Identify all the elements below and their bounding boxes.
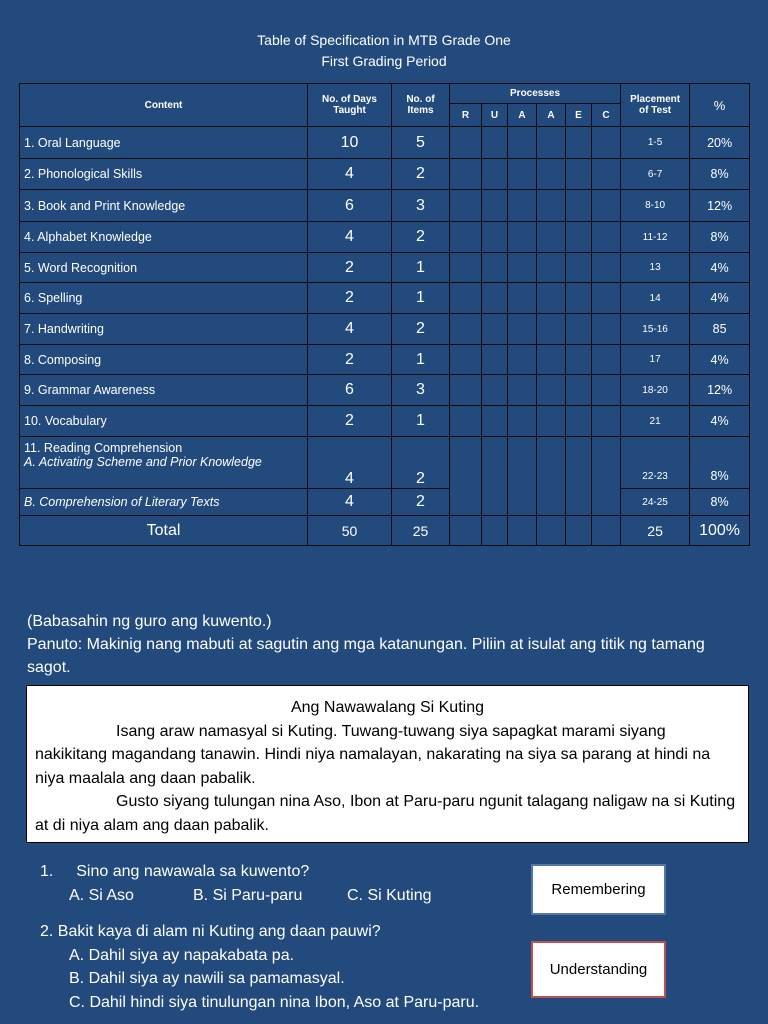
total-label: Total xyxy=(20,516,308,546)
table-row xyxy=(20,345,750,375)
question-1-option-c: C. Si Kuting xyxy=(347,887,432,904)
process-cell xyxy=(482,127,508,159)
percent-cell: 8% xyxy=(690,437,750,489)
question-2-option-b: B. Dahil siya ay nawili sa pamamasyal. xyxy=(69,970,345,987)
table-row xyxy=(20,406,750,437)
percent-cell: 85 xyxy=(690,314,750,345)
story-title: Ang Nawawalang Si Kuting xyxy=(290,699,484,716)
process-cell xyxy=(508,406,537,437)
items-cell: 3 xyxy=(392,190,450,222)
header-process-r: R xyxy=(450,104,482,127)
placement-cell: 8-10 xyxy=(621,190,690,222)
days-cell: 6 xyxy=(308,375,392,406)
process-cell xyxy=(566,253,592,283)
process-cell xyxy=(592,406,621,437)
process-cell xyxy=(537,283,566,314)
process-cell xyxy=(450,437,482,516)
process-cell xyxy=(508,437,537,516)
placement-cell: 24-25 xyxy=(621,489,690,516)
items-cell: 3 xyxy=(392,375,450,406)
process-cell xyxy=(592,190,621,222)
process-cell xyxy=(482,253,508,283)
table-row xyxy=(20,190,750,222)
story-paragraph-2: Gusto siyang tulungan nina Aso, Ibon at Paru-paru ngunit talagang naligaw na si Kuting at di niya alam ang daan pabalik. xyxy=(35,793,736,834)
percent-cell: 12% xyxy=(690,375,750,406)
process-cell xyxy=(482,345,508,375)
question-1 xyxy=(40,860,431,908)
percent-cell: 4% xyxy=(690,253,750,283)
total-days: 50 xyxy=(308,516,392,546)
header-days: No. of Days Taught xyxy=(308,84,392,127)
process-cell xyxy=(508,159,537,190)
process-cell xyxy=(592,375,621,406)
process-cell xyxy=(592,127,621,159)
process-cell xyxy=(566,283,592,314)
process-cell xyxy=(537,406,566,437)
content-cell: 10. Vocabulary xyxy=(20,406,308,437)
process-cell xyxy=(537,345,566,375)
items-cell: 2 xyxy=(392,159,450,190)
story-box xyxy=(26,685,749,843)
content-cell: 1. Oral Language xyxy=(20,127,308,159)
process-cell xyxy=(482,222,508,253)
process-cell xyxy=(508,314,537,345)
process-cell xyxy=(566,314,592,345)
process-cell xyxy=(537,314,566,345)
question-1-number: 1. xyxy=(40,863,54,880)
placement-cell: 18-20 xyxy=(621,375,690,406)
days-cell: 10 xyxy=(308,127,392,159)
total-placement: 25 xyxy=(621,516,690,546)
percent-cell: 4% xyxy=(690,283,750,314)
process-cell xyxy=(508,190,537,222)
teacher-note: (Babasahin ng guro ang kuwento.) xyxy=(27,613,272,630)
title-line-2: First Grading Period xyxy=(321,53,447,69)
table-row-reading-a xyxy=(20,437,750,489)
content-cell: 5. Word Recognition xyxy=(20,253,308,283)
process-cell xyxy=(592,222,621,253)
table-row-reading-b xyxy=(20,489,750,516)
header-row-1 xyxy=(20,84,750,104)
total-row xyxy=(20,516,750,546)
table-row xyxy=(20,159,750,190)
items-cell: 2 xyxy=(392,489,450,516)
question-1-option-a: A. Si Aso xyxy=(69,887,134,904)
items-cell: 2 xyxy=(392,437,450,489)
process-cell xyxy=(592,283,621,314)
instructions xyxy=(27,610,747,679)
process-cell xyxy=(450,345,482,375)
question-1-option-b: B. Si Paru-paru xyxy=(193,887,303,904)
placement-cell: 21 xyxy=(621,406,690,437)
header-process-a2: A xyxy=(537,104,566,127)
process-cell xyxy=(482,190,508,222)
process-cell xyxy=(566,375,592,406)
table-row xyxy=(20,283,750,314)
process-cell xyxy=(508,283,537,314)
process-cell xyxy=(537,516,566,546)
placement-cell: 17 xyxy=(621,345,690,375)
content-cell-reading xyxy=(20,437,308,489)
process-cell xyxy=(566,127,592,159)
remembering-label: Remembering xyxy=(531,864,666,915)
placement-cell: 13 xyxy=(621,253,690,283)
placement-cell: 15-16 xyxy=(621,314,690,345)
days-cell: 2 xyxy=(308,406,392,437)
days-cell: 2 xyxy=(308,345,392,375)
process-cell xyxy=(592,253,621,283)
header-process-c: C xyxy=(592,104,621,127)
reading-heading: 11. Reading Comprehension xyxy=(24,441,183,455)
items-cell: 1 xyxy=(392,406,450,437)
process-cell xyxy=(566,159,592,190)
process-cell xyxy=(450,516,482,546)
process-cell xyxy=(450,127,482,159)
header-process-u: U xyxy=(482,104,508,127)
placement-cell: 14 xyxy=(621,283,690,314)
placement-cell: 11-12 xyxy=(621,222,690,253)
process-cell xyxy=(450,190,482,222)
process-cell xyxy=(537,190,566,222)
process-cell xyxy=(508,345,537,375)
process-cell xyxy=(537,159,566,190)
process-cell xyxy=(482,516,508,546)
items-cell: 1 xyxy=(392,283,450,314)
table-row xyxy=(20,375,750,406)
total-items: 25 xyxy=(392,516,450,546)
total-percent: 100% xyxy=(690,516,750,546)
days-cell: 4 xyxy=(308,489,392,516)
story-paragraph-1: Isang araw namasyal si Kuting. Tuwang-tuwang siya sapagkat marami siyang nakikitang magandang tanawin. Hindi niya namalayan, nakarating na siya sa parang at hindi na niya maalala ang daan pabalik. xyxy=(35,722,711,787)
content-cell: 9. Grammar Awareness xyxy=(20,375,308,406)
items-cell: 2 xyxy=(392,222,450,253)
days-cell: 2 xyxy=(308,283,392,314)
reading-sub-a: A. Activating Scheme and Prior Knowledge xyxy=(24,455,262,469)
process-cell xyxy=(592,345,621,375)
process-cell xyxy=(508,253,537,283)
percent-cell: 8% xyxy=(690,489,750,516)
header-processes: Processes xyxy=(450,84,621,104)
process-cell xyxy=(482,314,508,345)
process-cell xyxy=(450,375,482,406)
process-cell xyxy=(450,253,482,283)
document-title xyxy=(0,30,768,72)
content-cell: 3. Book and Print Knowledge xyxy=(20,190,308,222)
header-process-a1: A xyxy=(508,104,537,127)
process-cell xyxy=(508,127,537,159)
process-cell xyxy=(450,283,482,314)
question-2-option-c: C. Dahil hindi siya tinulungan nina Ibon, Aso at Paru-paru. xyxy=(69,993,480,1011)
content-cell: 6. Spelling xyxy=(20,283,308,314)
process-cell xyxy=(537,375,566,406)
content-cell: 4. Alphabet Knowledge xyxy=(20,222,308,253)
placement-cell: 22-23 xyxy=(621,437,690,489)
percent-cell: 8% xyxy=(690,222,750,253)
directions: Panuto: Makinig nang mabuti at sagutin ang mga katanungan. Piliin at isulat ang titik ng tamang sagot. xyxy=(27,636,705,676)
percent-cell: 4% xyxy=(690,345,750,375)
content-cell: 7. Handwriting xyxy=(20,314,308,345)
process-cell xyxy=(482,406,508,437)
days-cell: 2 xyxy=(308,253,392,283)
question-2 xyxy=(40,920,479,1014)
process-cell xyxy=(508,222,537,253)
header-placement: Placement of Test xyxy=(621,84,690,127)
question-2-option-a: A. Dahil siya ay napakabata pa. xyxy=(69,946,295,964)
process-cell xyxy=(450,159,482,190)
process-cell xyxy=(537,437,566,516)
table-row xyxy=(20,127,750,159)
question-2-text: 2. Bakit kaya di alam ni Kuting ang daan pauwi? xyxy=(40,923,381,940)
items-cell: 5 xyxy=(392,127,450,159)
days-cell: 4 xyxy=(308,222,392,253)
process-cell xyxy=(566,437,592,516)
process-cell xyxy=(482,159,508,190)
process-cell xyxy=(537,222,566,253)
percent-cell: 4% xyxy=(690,406,750,437)
reading-sub-b: B. Comprehension of Literary Texts xyxy=(20,489,308,516)
process-cell xyxy=(508,516,537,546)
process-cell xyxy=(566,406,592,437)
process-cell xyxy=(482,283,508,314)
content-cell: 8. Composing xyxy=(20,345,308,375)
items-cell: 1 xyxy=(392,345,450,375)
table-row xyxy=(20,253,750,283)
specification-table xyxy=(19,83,750,546)
table-row xyxy=(20,222,750,253)
days-cell: 4 xyxy=(308,314,392,345)
process-cell xyxy=(537,127,566,159)
process-cell xyxy=(566,516,592,546)
process-cell xyxy=(450,314,482,345)
header-items: No. of Items xyxy=(392,84,450,127)
header-process-e: E xyxy=(566,104,592,127)
percent-cell: 20% xyxy=(690,127,750,159)
header-content: Content xyxy=(20,84,308,127)
items-cell: 2 xyxy=(392,314,450,345)
percent-cell: 8% xyxy=(690,159,750,190)
days-cell: 4 xyxy=(308,437,392,489)
title-line-1: Table of Specification in MTB Grade One xyxy=(257,32,511,48)
percent-cell: 12% xyxy=(690,190,750,222)
process-cell xyxy=(482,437,508,516)
process-cell xyxy=(450,222,482,253)
content-cell: 2. Phonological Skills xyxy=(20,159,308,190)
process-cell xyxy=(566,222,592,253)
process-cell xyxy=(482,375,508,406)
days-cell: 6 xyxy=(308,190,392,222)
process-cell xyxy=(592,437,621,516)
process-cell xyxy=(592,314,621,345)
items-cell: 1 xyxy=(392,253,450,283)
process-cell xyxy=(450,406,482,437)
header-percent: % xyxy=(690,84,750,127)
process-cell xyxy=(566,345,592,375)
placement-cell: 1-5 xyxy=(621,127,690,159)
process-cell xyxy=(592,159,621,190)
question-1-text: Sino ang nawawala sa kuwento? xyxy=(76,863,310,880)
placement-cell: 6-7 xyxy=(621,159,690,190)
table-row xyxy=(20,314,750,345)
process-cell xyxy=(537,253,566,283)
process-cell xyxy=(566,190,592,222)
days-cell: 4 xyxy=(308,159,392,190)
understanding-label: Understanding xyxy=(531,941,666,998)
process-cell xyxy=(508,375,537,406)
process-cell xyxy=(592,516,621,546)
